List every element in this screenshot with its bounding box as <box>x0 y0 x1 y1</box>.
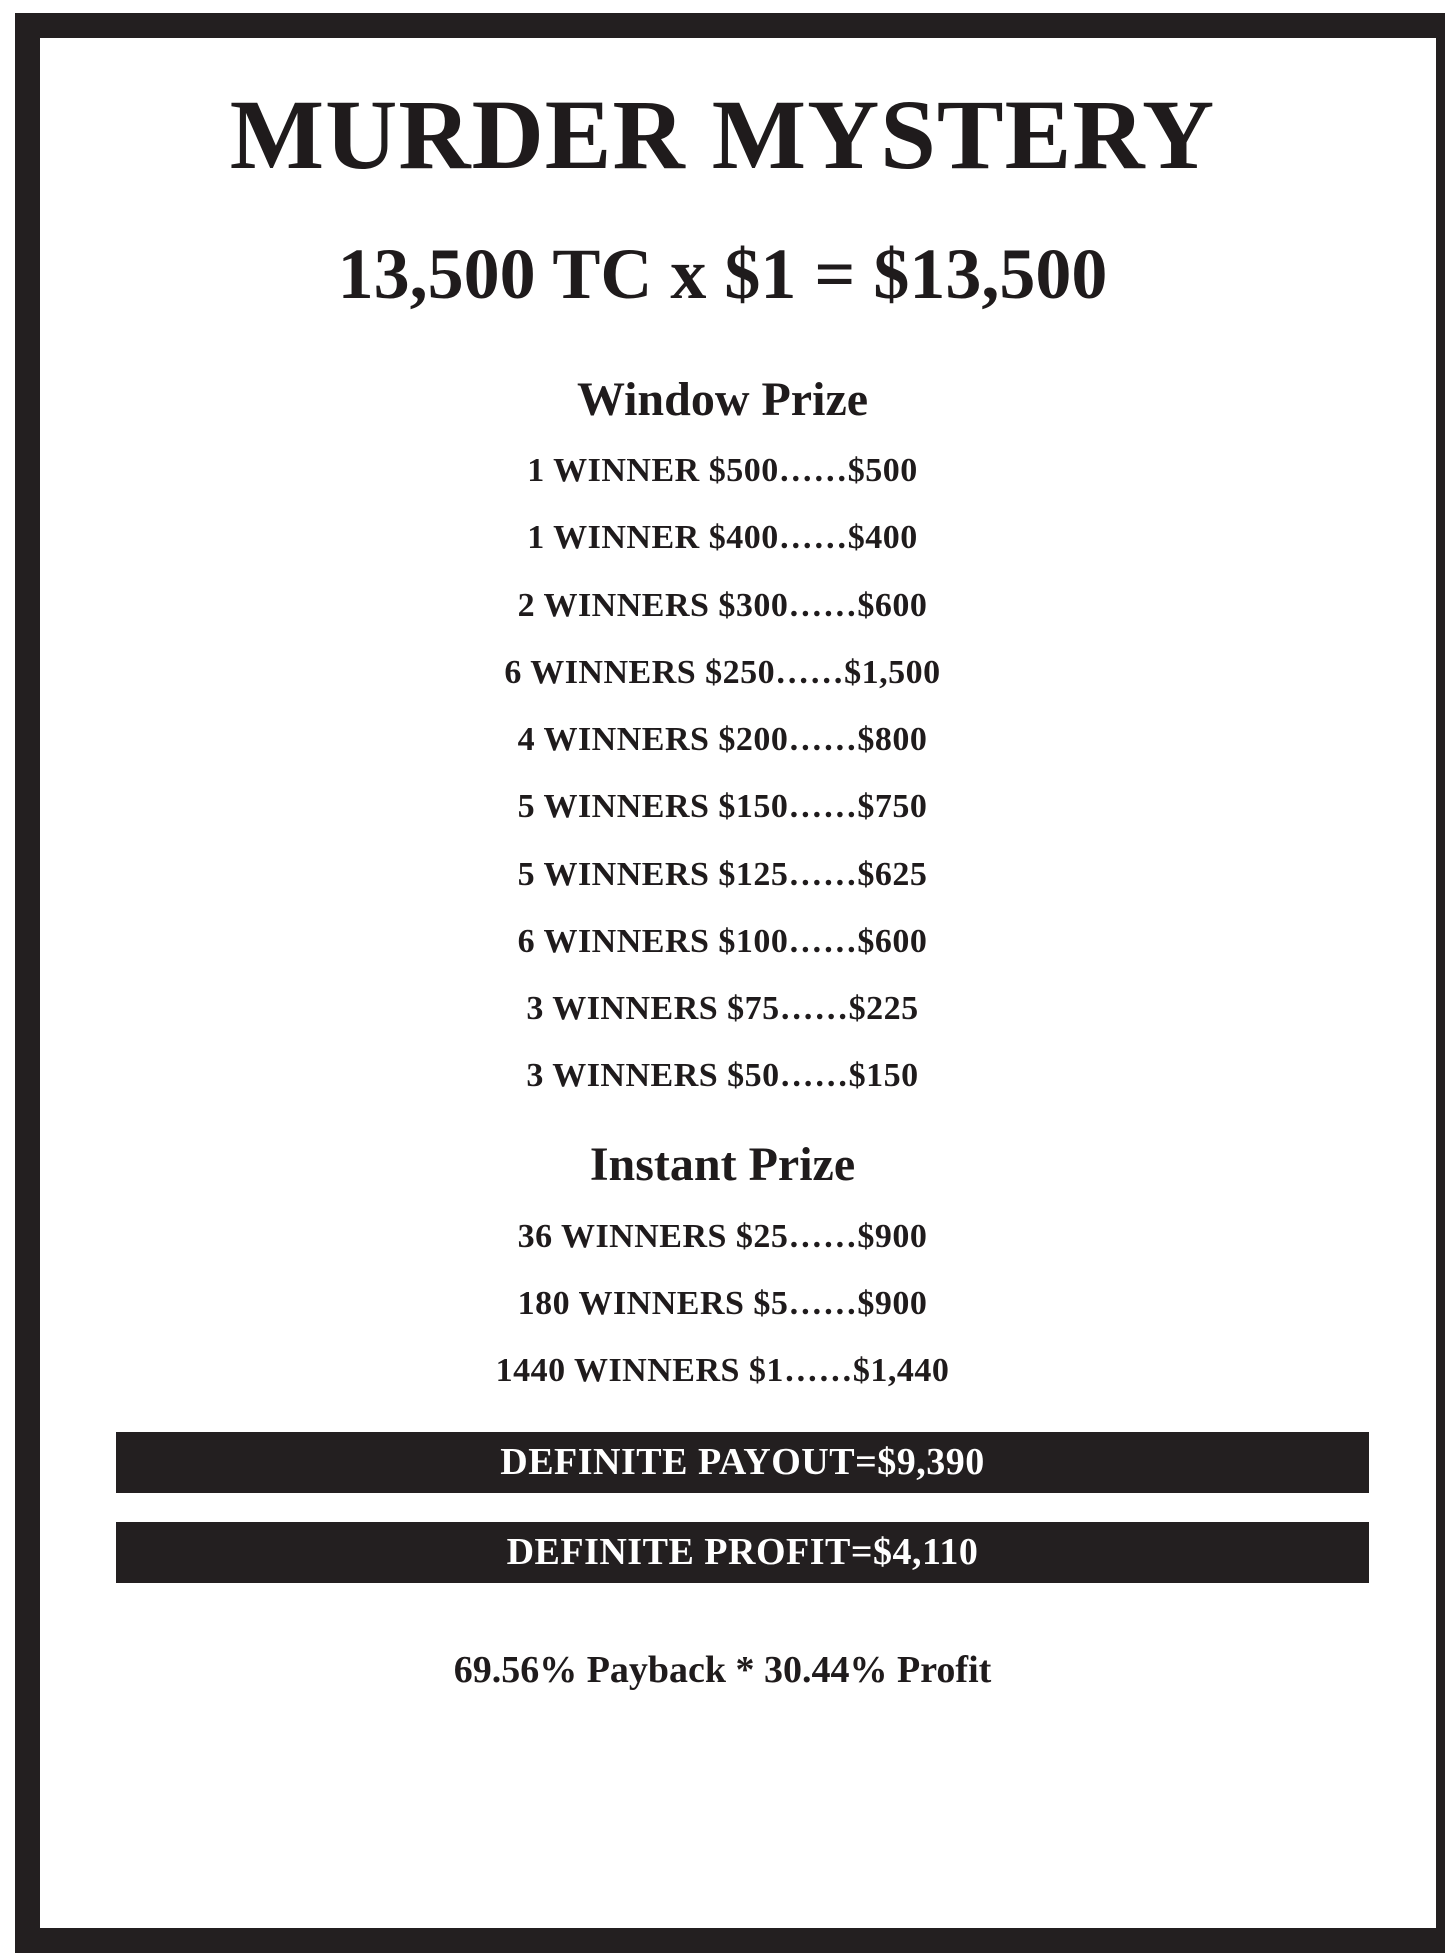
instant-prize-line: 180 WINNERS $5……$900 <box>517 1285 928 1322</box>
window-prize-line: 1 WINNER $400……$400 <box>527 519 918 556</box>
instant-prize-heading: Instant Prize <box>589 1138 856 1191</box>
instant-prize-line: 36 WINNERS $25……$900 <box>517 1218 928 1255</box>
instant-prize-line: 1440 WINNERS $1……$1,440 <box>495 1352 950 1389</box>
profit-text: DEFINITE PROFIT=$4,110 <box>506 1531 979 1573</box>
window-prize-line: 4 WINNERS $200……$800 <box>517 721 928 758</box>
window-prize-line: 1 WINNER $500……$500 <box>527 452 918 489</box>
payback-summary: 69.56% Payback * 30.44% Profit <box>453 1649 992 1691</box>
window-prize-line: 5 WINNERS $125……$625 <box>517 856 928 893</box>
window-prize-line: 3 WINNERS $75……$225 <box>526 990 919 1027</box>
window-prize-line: 6 WINNERS $100……$600 <box>517 923 928 960</box>
window-prize-line: 5 WINNERS $150……$750 <box>517 788 928 825</box>
window-prize-line: 2 WINNERS $300……$600 <box>517 587 928 624</box>
document-title: MURDER MYSTERY <box>229 79 1216 190</box>
payout-text: DEFINITE PAYOUT=$9,390 <box>500 1441 985 1483</box>
profit-bar <box>116 1522 1369 1583</box>
window-prize-line: 3 WINNERS $50……$150 <box>526 1057 919 1094</box>
payout-bar <box>116 1432 1369 1493</box>
window-prize-line: 6 WINNERS $250……$1,500 <box>504 654 941 691</box>
ticket-count-summary: 13,500 TC x $1 = $13,500 <box>337 234 1108 314</box>
window-prize-heading: Window Prize <box>576 373 869 426</box>
